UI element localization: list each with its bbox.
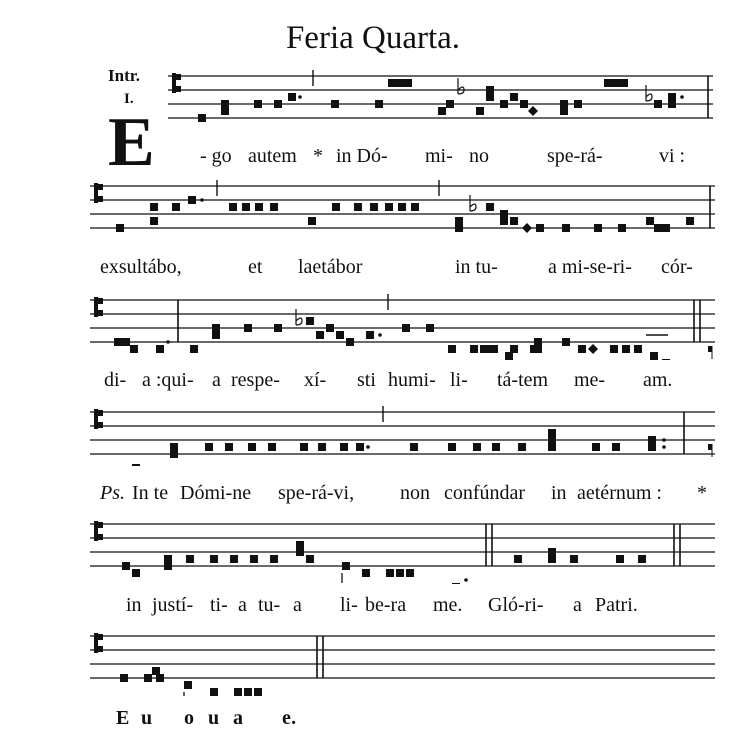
staff-2-svg — [90, 170, 715, 240]
neume-note — [638, 555, 646, 563]
neume-note — [388, 79, 396, 87]
neume-note — [270, 555, 278, 563]
neume-note — [518, 443, 526, 451]
neume-note — [476, 107, 484, 115]
neume-note — [562, 224, 570, 232]
neume-note — [618, 224, 626, 232]
neume-note — [492, 443, 500, 451]
neume-note — [255, 203, 263, 211]
neume-note — [604, 79, 612, 87]
neume-note — [402, 324, 410, 332]
neume-note — [654, 100, 662, 108]
neume-note — [510, 345, 518, 353]
neume-note — [385, 203, 393, 211]
neume-note — [612, 443, 620, 451]
neume-note — [548, 436, 556, 444]
neume-note — [486, 203, 494, 211]
neume-note — [170, 443, 178, 451]
neume-note — [198, 114, 206, 122]
neume-note — [548, 555, 556, 563]
neume-note — [342, 562, 350, 570]
c-clef-icon — [176, 86, 181, 92]
neume-note — [306, 317, 314, 325]
neume-note — [230, 555, 238, 563]
lyric-syllable: humi- — [388, 369, 436, 391]
neume-note — [548, 548, 556, 556]
c-clef-icon — [172, 73, 176, 93]
neume-note — [500, 217, 508, 225]
c-clef-icon — [98, 410, 103, 416]
neume-note — [225, 443, 233, 451]
lyric-syllable: confúndar — [444, 482, 526, 504]
drop-cap: E — [108, 104, 155, 181]
lyric-syllable: a mi-se-ri- — [548, 256, 632, 278]
neume-note — [132, 464, 140, 466]
neume-note — [634, 345, 642, 353]
neume-note — [296, 541, 304, 549]
neume-note — [514, 555, 522, 563]
lyric-syllable: a — [212, 369, 221, 391]
neume-note — [340, 443, 348, 451]
neume-note — [510, 93, 518, 101]
neume-note — [122, 562, 130, 570]
neume-note — [210, 688, 218, 696]
lyric-syllable: mi- — [425, 145, 453, 167]
lyric-syllable: Gló-ri- — [488, 594, 544, 616]
neume-note — [455, 217, 463, 225]
neume-note — [686, 217, 694, 225]
lyric-syllable: be-ra — [365, 594, 407, 616]
neume-note — [296, 548, 304, 556]
c-clef-icon — [98, 634, 103, 640]
neume-note — [221, 107, 229, 115]
mora-dot — [378, 333, 382, 337]
neume-note — [562, 338, 570, 346]
neume-note — [150, 203, 158, 211]
c-clef-icon — [94, 409, 98, 429]
neume-note — [548, 429, 556, 437]
c-clef-icon — [98, 184, 103, 190]
neume-note — [560, 100, 568, 108]
mode-label: I. — [124, 91, 134, 107]
lyric-syllable: Patri. — [595, 594, 638, 616]
c-clef-icon — [94, 297, 98, 317]
neume-note — [212, 324, 220, 332]
rhombus-note — [522, 223, 532, 233]
neume-note — [650, 352, 658, 360]
neume-note — [270, 203, 278, 211]
neume-note — [248, 443, 256, 451]
neume-note — [164, 562, 172, 570]
staff-4-svg — [90, 396, 715, 466]
neume-note — [331, 100, 339, 108]
lyric-syllable: * — [313, 145, 323, 167]
neume-note — [426, 324, 434, 332]
neume-note — [170, 450, 178, 458]
lyric-syllable: respe- — [231, 369, 280, 391]
lyric-syllable: non — [400, 482, 430, 504]
neume-note — [406, 569, 414, 577]
neume-note — [446, 100, 454, 108]
neume-note — [486, 93, 494, 101]
neume-note — [205, 443, 213, 451]
neume-note — [470, 345, 478, 353]
lyric-syllable: justí- — [152, 594, 194, 616]
lyric-syllable: a — [233, 707, 244, 729]
c-clef-icon — [98, 422, 103, 428]
lyric-syllable: xí- — [304, 369, 327, 391]
neume-note — [172, 203, 180, 211]
neume-note — [288, 93, 296, 101]
neume-note — [229, 203, 237, 211]
flat-icon — [646, 94, 652, 101]
neume-note — [274, 100, 282, 108]
mora-dot — [298, 95, 302, 99]
lyric-syllable: cór- — [661, 256, 693, 278]
c-clef-icon — [98, 196, 103, 202]
lyric-syllable: autem — [248, 145, 297, 167]
neume-note — [485, 345, 493, 353]
lyric-syllable: me- — [574, 369, 606, 391]
staff-6 — [90, 620, 715, 696]
staff-2 — [90, 170, 715, 240]
lyric-syllable: tá-tem — [497, 369, 549, 391]
mora-dot — [166, 340, 170, 344]
mora-dot — [680, 95, 684, 99]
neume-note — [486, 86, 494, 94]
lyric-syllable: a — [293, 594, 302, 616]
neume-note — [254, 100, 262, 108]
lyric-syllable: in — [126, 594, 142, 616]
lyric-syllable: vi : — [659, 145, 686, 167]
lyric-syllable: o — [184, 707, 195, 729]
neume-note — [362, 569, 370, 577]
neume-note — [455, 224, 463, 232]
lyric-syllable: in — [551, 482, 567, 504]
neume-note — [370, 203, 378, 211]
lyric-syllable: di- — [104, 369, 127, 391]
neume-note — [274, 324, 282, 332]
neume-note — [122, 338, 130, 346]
staff-4 — [90, 396, 715, 466]
mora-dot — [662, 445, 666, 449]
neume-note — [534, 338, 542, 346]
page-title: Feria Quarta. — [285, 20, 461, 56]
neume-note — [616, 555, 624, 563]
flat-icon — [296, 318, 302, 325]
lyric-syllable: u — [208, 707, 220, 729]
staff-5-svg — [90, 508, 715, 584]
lyric-syllable: aetérnum : — [577, 482, 662, 504]
neume-note — [668, 93, 676, 101]
neume-note — [410, 443, 418, 451]
staff-3-svg — [90, 284, 715, 360]
neume-note — [114, 338, 122, 346]
neume-note — [221, 100, 229, 108]
neume-note — [398, 203, 406, 211]
neume-note — [244, 688, 252, 696]
neume-note — [164, 555, 172, 563]
neume-note — [184, 681, 192, 689]
lyric-syllable: spe-rá- — [547, 145, 603, 167]
neume-note — [646, 217, 654, 225]
neume-note — [210, 555, 218, 563]
neume-note — [620, 79, 628, 87]
neume-note — [592, 443, 600, 451]
neume-note — [662, 224, 670, 232]
neume-note — [188, 196, 196, 204]
neume-note — [536, 224, 544, 232]
psalm-label: Ps. — [100, 482, 125, 504]
mora-dot — [200, 198, 204, 202]
staff-1 — [168, 60, 713, 130]
staff-6-svg — [90, 620, 715, 696]
c-clef-icon — [98, 534, 103, 540]
neume-note — [473, 443, 481, 451]
intr-label: Intr. — [108, 66, 140, 85]
lyric-syllable: laetábor — [298, 256, 363, 278]
neume-note — [332, 203, 340, 211]
rhombus-note — [528, 106, 538, 116]
neume-note — [318, 443, 326, 451]
neume-note — [570, 555, 578, 563]
neume-note — [396, 79, 404, 87]
neume-note — [336, 331, 344, 339]
neume-note — [560, 107, 568, 115]
neume-note — [346, 338, 354, 346]
rhombus-note — [588, 344, 598, 354]
neume-note — [411, 203, 419, 211]
c-clef-icon — [94, 521, 98, 541]
neume-note — [132, 569, 140, 577]
custos-icon — [708, 346, 712, 352]
neume-note — [404, 79, 412, 87]
neume-note — [612, 79, 620, 87]
neume-note — [156, 345, 164, 353]
custos-icon — [708, 444, 712, 450]
c-clef-icon — [98, 310, 103, 316]
neume-note — [505, 352, 513, 360]
c-clef-icon — [98, 646, 103, 652]
neume-note — [648, 443, 656, 451]
neume-note — [396, 569, 404, 577]
neume-note — [354, 203, 362, 211]
neume-note — [144, 674, 152, 682]
lyric-syllable: spe-rá-vi, — [278, 482, 355, 504]
neume-note — [212, 331, 220, 339]
lyric-syllable: me. — [433, 594, 463, 616]
neume-note — [152, 667, 160, 675]
lyric-syllable: in Dó- — [336, 145, 388, 167]
neume-note — [662, 359, 670, 360]
mora-dot — [366, 445, 370, 449]
c-clef-icon — [94, 633, 98, 653]
lyric-syllable: tu- — [258, 594, 281, 616]
lyric-syllable: a — [573, 594, 582, 616]
neume-note — [326, 324, 334, 332]
lyric-syllable: u — [141, 707, 153, 729]
neume-note — [534, 345, 542, 353]
lyric-syllable: e. — [282, 707, 297, 729]
lyric-syllable: E — [116, 707, 130, 729]
neume-note — [548, 443, 556, 451]
neume-note — [150, 217, 158, 225]
lyric-syllable: Dómi-ne — [180, 482, 252, 504]
lyric-syllable: a — [238, 594, 247, 616]
mora-dot — [662, 438, 666, 442]
lyric-syllable: In te — [132, 482, 169, 504]
neume-note — [234, 688, 242, 696]
lyric-syllable: li- — [450, 369, 468, 391]
neume-note — [244, 324, 252, 332]
neume-note — [654, 224, 662, 232]
neume-note — [356, 443, 364, 451]
c-clef-icon — [98, 298, 103, 304]
neume-note — [622, 345, 630, 353]
neume-note — [254, 688, 262, 696]
neume-note — [268, 443, 276, 451]
neume-note — [500, 210, 508, 218]
neume-note — [594, 224, 602, 232]
neume-note — [300, 443, 308, 451]
neume-note — [510, 217, 518, 225]
lyric-syllable: - go — [200, 145, 232, 167]
neume-note — [250, 555, 258, 563]
neume-note — [242, 203, 250, 211]
lyric-syllable: et — [248, 256, 263, 278]
flat-icon — [470, 204, 476, 211]
neume-note — [668, 100, 676, 108]
lyric-syllable: a :qui- — [142, 369, 194, 391]
neume-note — [574, 100, 582, 108]
c-clef-icon — [94, 183, 98, 203]
neume-note — [578, 345, 586, 353]
neume-note — [116, 224, 124, 232]
neume-note — [452, 583, 460, 584]
neume-note — [190, 345, 198, 353]
neume-note — [308, 217, 316, 225]
neume-note — [520, 100, 528, 108]
neume-note — [610, 345, 618, 353]
lyric-syllable: no — [469, 145, 489, 167]
lyric-syllable: in tu- — [455, 256, 498, 278]
mora-dot — [464, 578, 468, 582]
lyric-syllable: * — [697, 482, 707, 504]
neume-note — [448, 345, 456, 353]
neume-note — [366, 331, 374, 339]
neume-note — [500, 100, 508, 108]
neume-note — [386, 569, 394, 577]
neume-note — [130, 345, 138, 353]
neume-note — [120, 674, 128, 682]
lyric-syllable: li- — [340, 594, 358, 616]
neume-note — [156, 674, 164, 682]
staff-3 — [90, 284, 715, 360]
lyric-syllable: exsultábo, — [100, 256, 182, 278]
lyric-syllable: am. — [643, 369, 673, 391]
neume-note — [375, 100, 383, 108]
c-clef-icon — [98, 522, 103, 528]
lyric-syllable: sti — [357, 369, 376, 391]
neume-note — [438, 107, 446, 115]
staff-1-svg — [168, 60, 713, 130]
staff-5 — [90, 508, 715, 584]
neume-note — [448, 443, 456, 451]
neume-note — [186, 555, 194, 563]
neume-note — [316, 331, 324, 339]
lyric-syllable: ti- — [210, 594, 228, 616]
neume-note — [306, 555, 314, 563]
neume-note — [648, 436, 656, 444]
c-clef-icon — [176, 74, 181, 80]
